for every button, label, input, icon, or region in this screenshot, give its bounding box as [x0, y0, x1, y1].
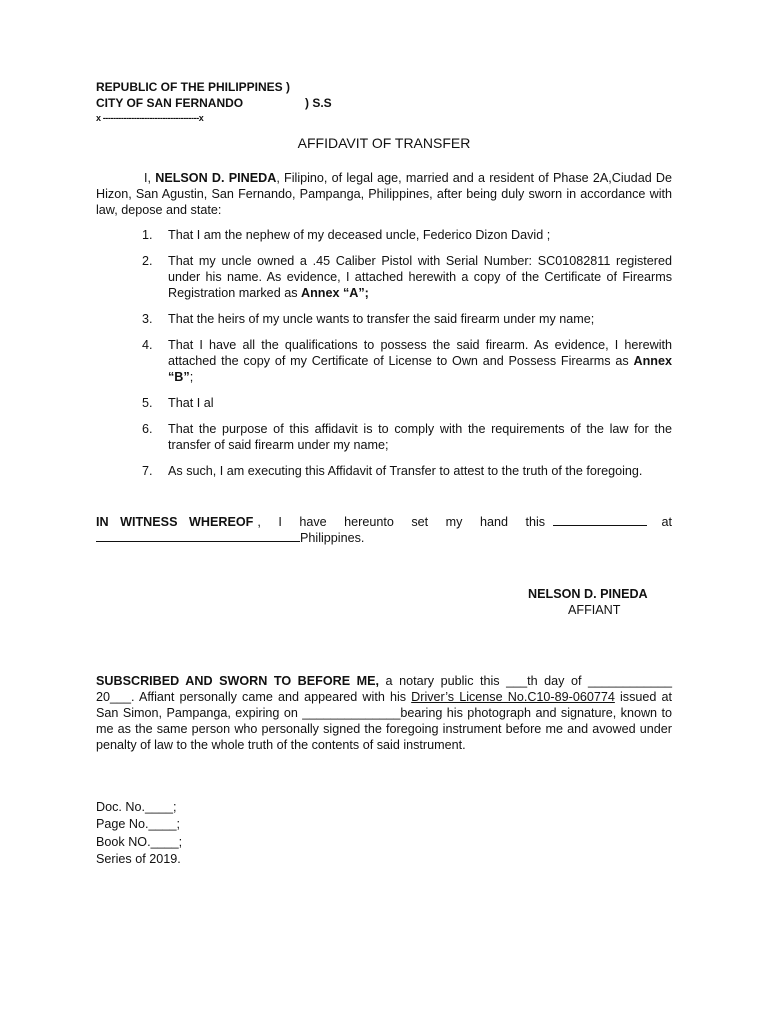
- item-text: That I al: [168, 396, 214, 410]
- intro-post: , Filipino, of legal age, married and a resident of Phase 2A,Ciudad De Hizon, San Agustin, San Fernando, Pampanga, Philippines, after being duly sworn in accordance with law, depose and state:: [96, 171, 673, 217]
- witness-at: at: [661, 515, 672, 529]
- item-text: As such, I am executing this Affidavit of Transfer to attest to the truth of the foregoing.: [168, 464, 643, 478]
- header-ss: ) S.S: [305, 96, 332, 110]
- witness-line-2: [96, 530, 364, 546]
- intro-paragraph: [96, 170, 672, 218]
- witness-text: , I have hereunto set my hand this: [257, 515, 546, 529]
- header-city: CITY OF SAN FERNANDO: [96, 96, 244, 110]
- affiant-name-inline: NELSON D. PINEDA: [155, 171, 277, 185]
- list-item: [96, 337, 672, 385]
- item-text: [168, 253, 672, 301]
- item-number: 3.: [142, 312, 153, 326]
- signature-role: AFFIANT: [568, 603, 621, 617]
- item-number: 1.: [142, 228, 153, 242]
- item-number: 4.: [142, 338, 153, 352]
- header-divider: x -------------------------------------x: [96, 113, 204, 123]
- list-item: [96, 421, 672, 453]
- item-text-body: That my uncle owned a .45 Caliber Pistol with Serial Number: SC01082811 registered under his name. As evidence, I attached herewith a copy of the Certificate of Firearms Registration marked as: [168, 254, 672, 300]
- item-text: That I am the nephew of my deceased uncle, Federico Dizon David ;: [168, 228, 551, 242]
- item-text-body: That I have all the qualifications to possess the said firearm. As evidence, I herewith attached the copy of my Certificate of License to Own and Possess Firearms as: [168, 338, 672, 368]
- item-number: 5.: [142, 396, 153, 410]
- item-text: That the heirs of my uncle wants to transfer the said firearm under my name;: [168, 312, 595, 326]
- series-year: Series of 2019.: [96, 852, 181, 866]
- witness-line-1: [96, 514, 672, 530]
- witness-heading: IN WITNESS WHEREOF: [96, 515, 254, 529]
- witness-end: Philippines.: [300, 531, 365, 545]
- document-title: AFFIDAVIT OF TRANSFER: [297, 135, 471, 151]
- place-blank: [96, 530, 300, 542]
- annex-a: Annex “A”;: [301, 286, 369, 300]
- item-text: [168, 337, 672, 385]
- doc-number: Doc. No.____;: [96, 800, 177, 814]
- page-number: Page No.____;: [96, 817, 181, 831]
- list-item: [96, 227, 672, 243]
- jurat-heading: SUBSCRIBED AND SWORN TO BEFORE ME,: [96, 674, 380, 688]
- list-item: [96, 311, 672, 327]
- intro-pre: I,: [144, 171, 156, 185]
- annex-b: Annex “B”: [168, 354, 672, 384]
- list-item: [96, 463, 672, 479]
- item-text-after: ;: [189, 370, 194, 384]
- item-text: That the purpose of this affidavit is to comply with the requirements of the law for the transfer of said firearm under my name;: [168, 422, 672, 452]
- date-blank: [553, 514, 647, 526]
- item-number: 6.: [142, 422, 153, 436]
- item-number: 7.: [142, 464, 153, 478]
- drivers-license-number: Driver’s License No.C10-89-060774: [411, 690, 615, 704]
- jurat-paragraph: [96, 673, 672, 753]
- header-republic: REPUBLIC OF THE PHILIPPINES ): [96, 80, 291, 94]
- jurat-text-2: issued at San Simon, Pampanga, expiring on ______________bearing his photograph and signature, known to me as the same person who personally signed the foregoing instrument before me and avowed under penalty of law to the whole truth of the contents of said instrument.: [96, 690, 672, 752]
- signature-name: NELSON D. PINEDA: [528, 587, 648, 601]
- list-item: [96, 253, 672, 301]
- jurat-text-1: a notary public this ___th day of ____________ 20___. Affiant personally came and appeared with his: [96, 674, 673, 704]
- item-number: 2.: [142, 254, 153, 268]
- list-item: [96, 395, 672, 411]
- statement-list: [96, 227, 672, 489]
- book-number: Book NO.____;: [96, 835, 183, 849]
